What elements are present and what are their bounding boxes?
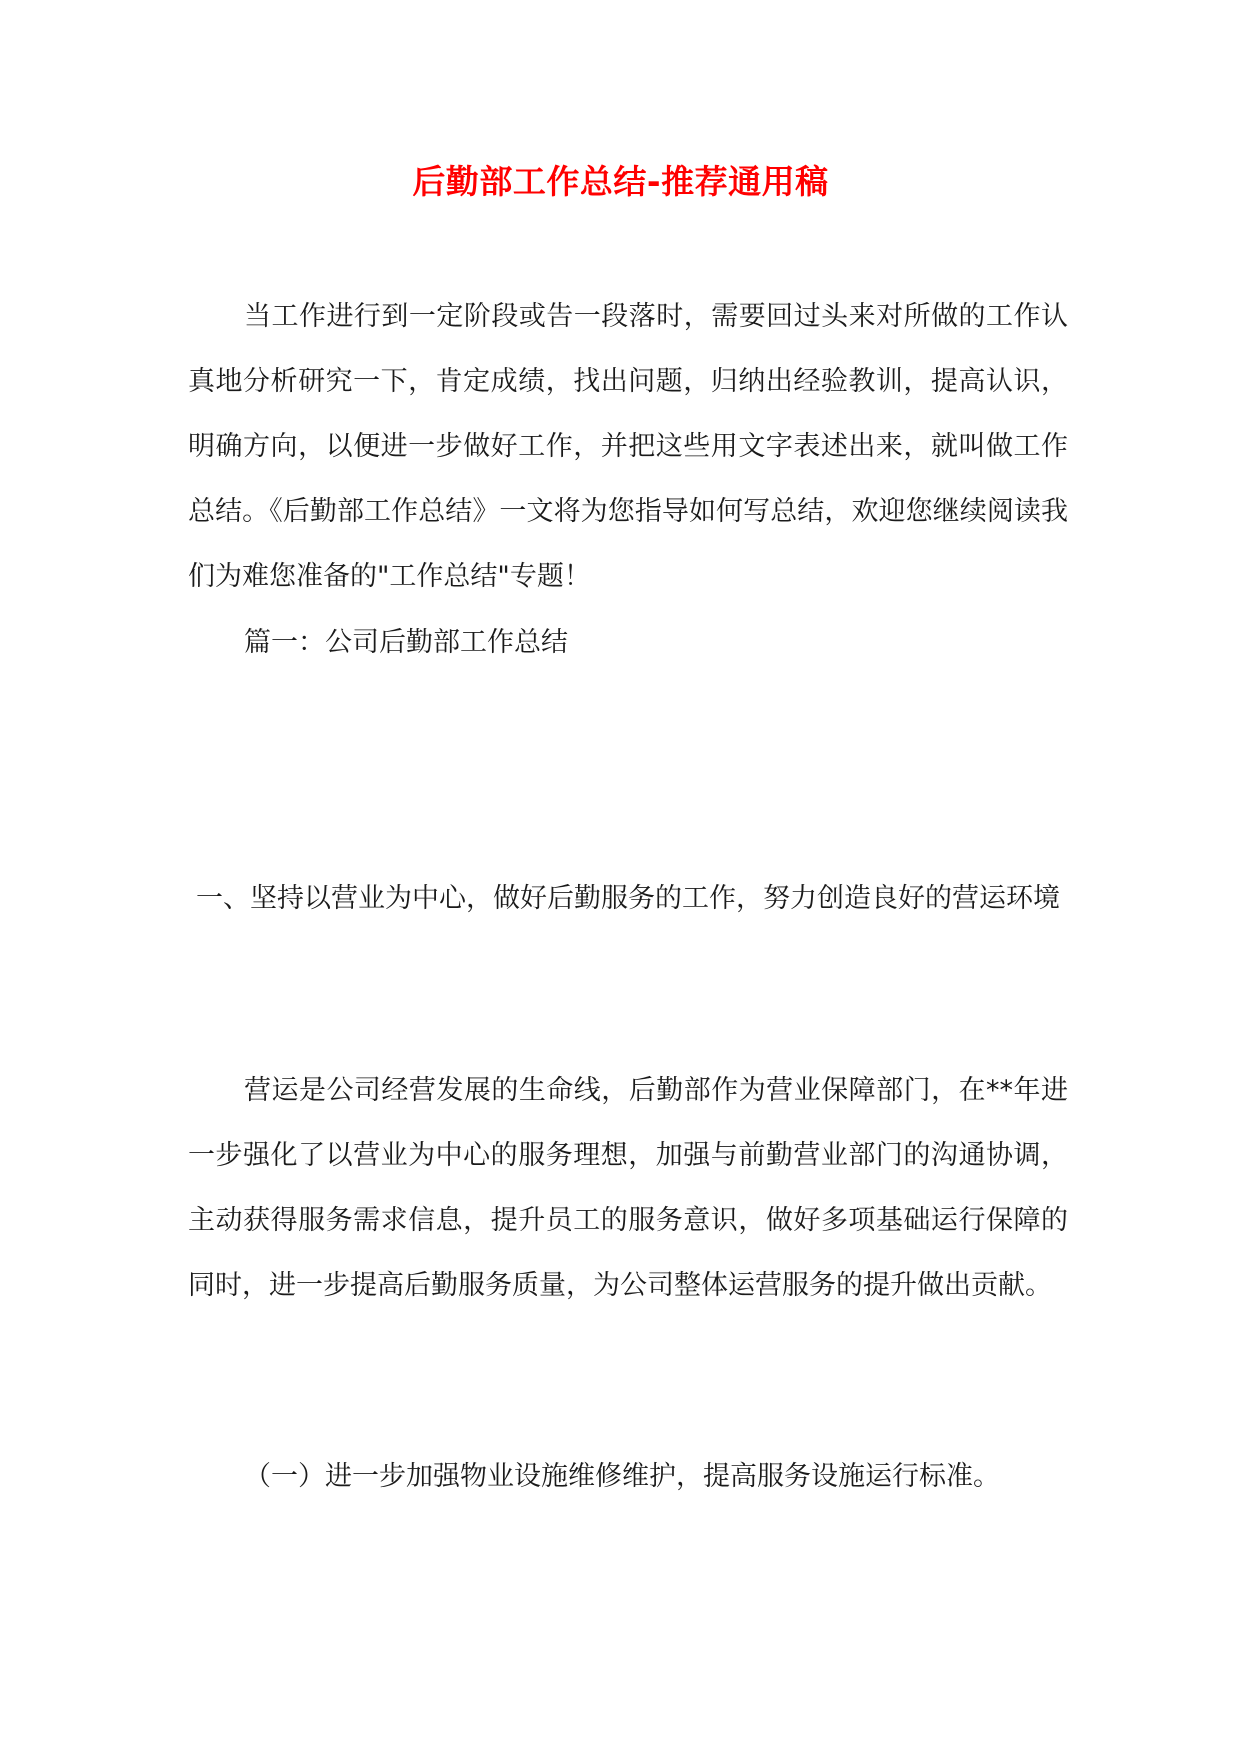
intro-paragraph: 当工作进行到一定阶段或告一段落时，需要回过头来对所做的工作认真地分析研究一下，肯定成绩，找出问题，归纳出经验教训，提高认识，明确方向，以便进一步做好工作，并把这些用文字表述出来，就叫做工作总结。《后勤部工作总结》一文将为您指导如何写总结，欢迎您继续阅读我们为难您准备的"工作总结"专题！	[188, 301, 1068, 592]
subsection-heading: （一）进一步加强物业设施维修维护，提高服务设施运行标准。	[244, 1461, 1000, 1492]
chapter-heading: 篇一：公司后勤部工作总结	[244, 627, 568, 658]
body-paragraph: 营运是公司经营发展的生命线，后勤部作为营业保障部门，在**年进一步强化了以营业为中心的服务理想，加强与前勤营业部门的沟通协调，主动获得服务需求信息，提升员工的服务意识，做好多项基础运行保障的同时，进一步提高后勤服务质量，为公司整体运营服务的提升做出贡献。	[188, 1075, 1068, 1301]
document-title: 后勤部工作总结-推荐通用稿	[412, 162, 829, 201]
section-heading: 一、坚持以营业为中心，做好后勤服务的工作，努力创造良好的营运环境	[196, 883, 1060, 914]
